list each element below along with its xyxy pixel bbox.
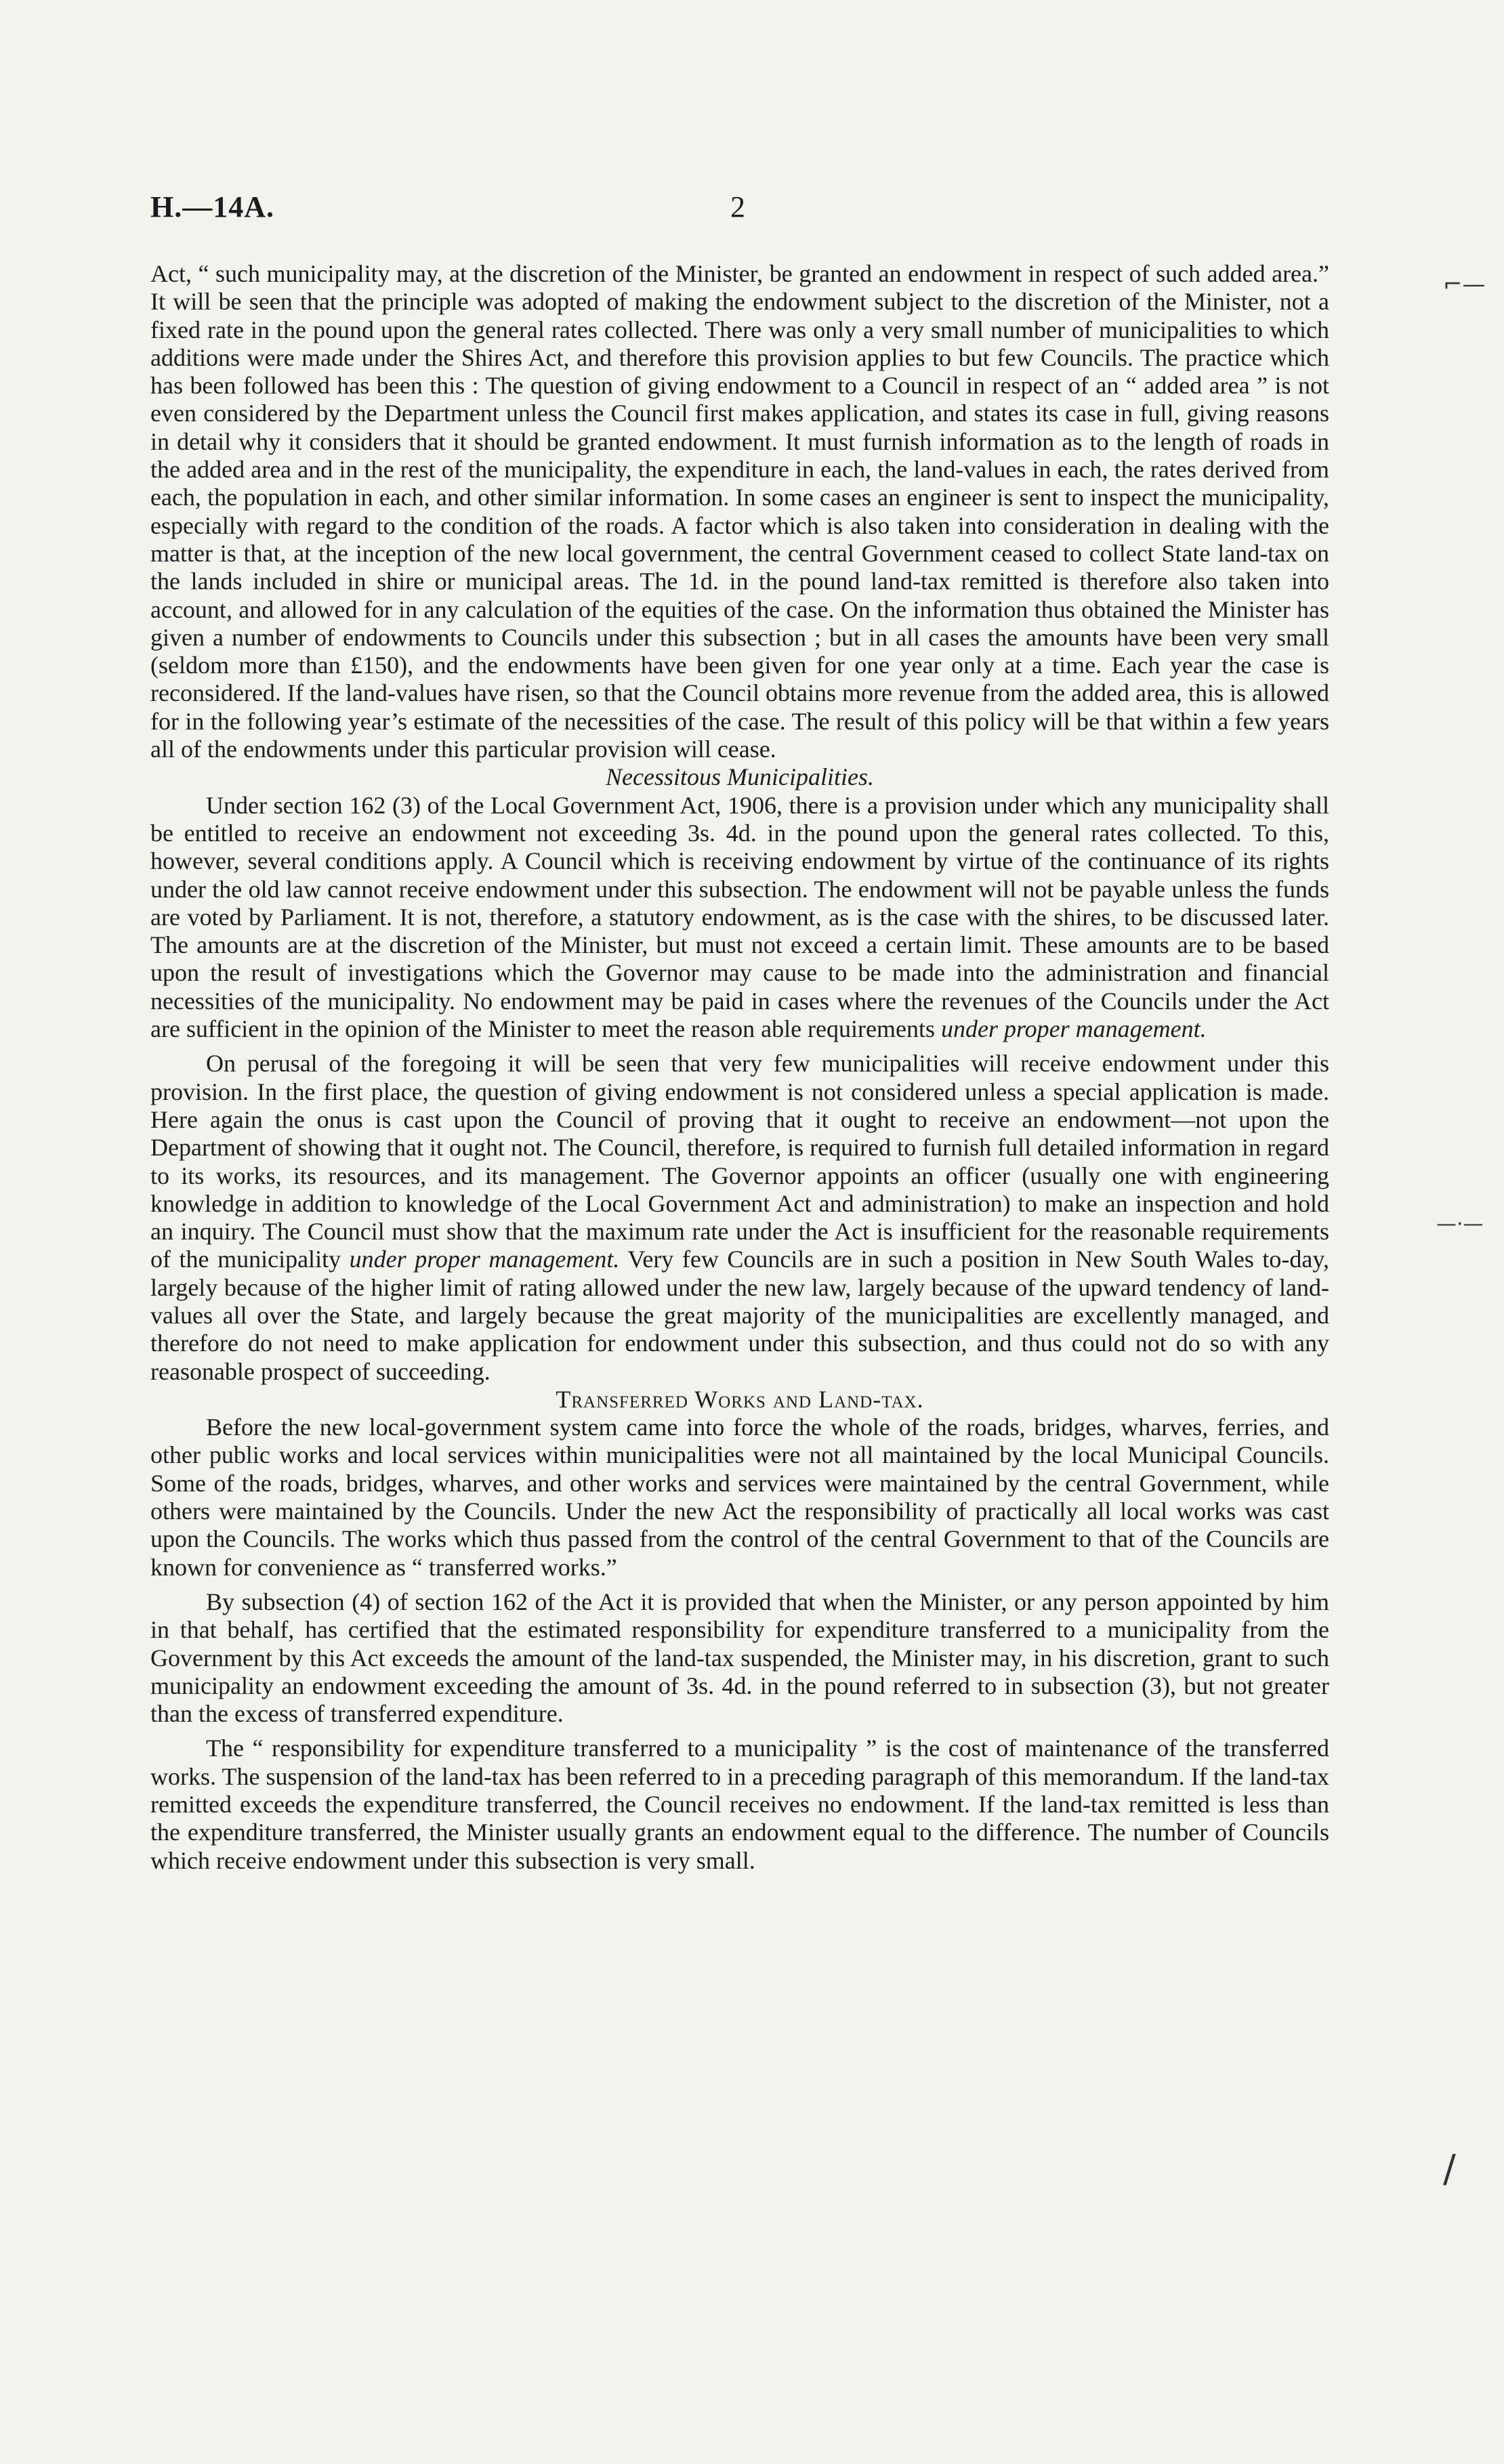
page-header [150, 190, 1329, 230]
heading-transferred-works: Transferred Works and Land-tax. [556, 1385, 924, 1413]
paragraph-text: On perusal of the foregoing it will be seen that very few municipalities will receive endowment under this provision. In the first place, the question of giving endowment is not considered unless a special application is made. Here again the onus is cast upon the Council of proving that it ought to receive an endowment—not upon the Department of showing that it ought not. The Council, therefore, is required to furnish full detailed information in regard to its works, its resources, and its management. The Governor appoints an officer (usually one with engineering knowledge in addition to knowledge of the Local Government Act and administration) to make an inspection and hold an inquiry. The Council must show that the maximum rate under the Act is insufficient for the reasonable requirements of the municipality [150, 1050, 1329, 1273]
paragraph-text: Very few Councils are in such a position in New South Wales to-day, largely because of the higher limit of rating allowed under the new law, largely because of the upward tendency of land-values all over the State, and largely because the great majority of the municipalities are excellently managed, and therefore do not need to make application for endowment under this subsection, and thus could not do so with any reasonable prospect of succeeding. [150, 1246, 1330, 1385]
paragraph-section-162-3 [150, 792, 1329, 1044]
paragraph-responsibility: The “ responsibility for expenditure transferred to a municipality ” is the cost of maintenance of the transferred works. The suspension of the land-tax has been referred to in a preceding paragraph of this memorandum. If the land-tax remitted exceeds the expenditure transferred, the Council receives no endowment. If the land-tax remitted is less than the expenditure transferred, the Minister usually grants an endowment equal to the difference. The number of Councils which receive endowment under this subsection is very small. [150, 1735, 1329, 1874]
margin-mark-top: ⌐— [1443, 271, 1486, 298]
paragraph-added-area: Act, “ such municipality may, at the discretion of the Minister, be granted an endowment in respect of such added area.” It will be seen that the principle was adopted of making the endowment subject to the discretion of the Minister, not a fixed rate in the pound upon the general rates collected. There was only a very small number of municipalities to which additions were made under the Shires Act, and therefore this provision applies to but few Councils. The practice which has been followed has been this : The question of giving endowment to a Council in respect of an “ added area ” is not even considered by the Department unless the Council first makes application, and states its case in full, giving reasons in detail why it considers that it should be granted endowment. It must furnish information as to the length of roads in the added area and in the rest of the municipality, the expenditure in each, the land-values in each, the rates derived from each, the population in each, and other similar information. In some cases an engineer is sent to inspect the municipality, especially with regard to the condition of the roads. A factor which is also taken into consideration in dealing with the matter is that, at the inception of the new local government, the central Government ceased to collect State land-tax on the lands included in shire or municipal areas. The 1d. in the pound land-tax remitted is therefore also taken into account, and allowed for in any calculation of the equities of the case. On the information thus obtained the Minister has given a number of endowments to Councils under this subsection ; but in all cases the amounts have been very small (seldom more than £150), and the endowments have been given for one year only at a time. Each year the case is reconsidered. If the land-values have risen, so that the Council obtains more revenue from the added area, this is allowed for in the following year’s estimate of the necessities of the case. The result of this policy will be that within a few years all of the endowments under this particular provision will cease. [150, 260, 1329, 763]
emphasis-text: under proper management. [349, 1246, 620, 1273]
paragraph-foregoing [150, 1050, 1329, 1386]
emphasis-text: under proper management. [940, 1015, 1207, 1043]
document-reference: H.—14A. [150, 190, 274, 224]
page-number: 2 [730, 190, 745, 224]
paragraph-new-system: Before the new local-government system came into force the whole of the roads, bridges, wharves, ferries, and other public works and local services within municipalities were not all maintained by the local Municipal Councils. Some of the roads, bridges, wharves, and other works and services were maintained by the central Government, while others were maintained by the Councils. Under the new Act the responsibility of practically all local works was cast upon the Councils. The works which thus passed from the control of the central Government to that of the Councils are known for convenience as “ transferred works.” [150, 1414, 1329, 1581]
document-body [150, 260, 1329, 1875]
paragraph-text: Under section 162 (3) of the Local Government Act, 1906, there is a provision under which any municipality shall be entitled to receive an endowment not exceeding 3s. 4d. in the pound upon the general rates collected. To this, however, several conditions apply. A Council which is receiving endowment by virtue of the continuance of its rights under the old law cannot receive endowment under this subsection. The endowment will not be payable unless the funds are voted by Parliament. It is not, therefore, a statutory endowment, as is the case with the shires, to be discussed later. The amounts are at the discretion of the Minister, but must not exceed a certain limit. These amounts are to be based upon the result of investigations which the Governor may cause to be made into the administration and financial necessities of the municipality. No endowment may be paid in cases where the revenues of the Councils under the Act are sufficient in the opinion of the Minister to meet the reason able requirements [150, 791, 1329, 1043]
heading-necessitous-municipalities: Necessitous Municipalities. [606, 763, 874, 791]
paragraph-subsection-4: By subsection (4) of section 162 of the Act it is provided that when the Minister, or any person appointed by him in that behalf, has certified that the estimated responsibility for expenditure transferred to a municipality from the Government by this Act exceeds the amount of the land-tax suspended, the Minister may, in his discretion, grant to such municipality an endowment exceeding the amount of 3s. 4d. in the pound referred to in subsection (3), but not greater than the excess of transferred expenditure. [150, 1588, 1329, 1728]
margin-mark-middle: —·— [1436, 1212, 1484, 1236]
margin-mark-bottom: ∕ [1443, 2147, 1456, 2191]
